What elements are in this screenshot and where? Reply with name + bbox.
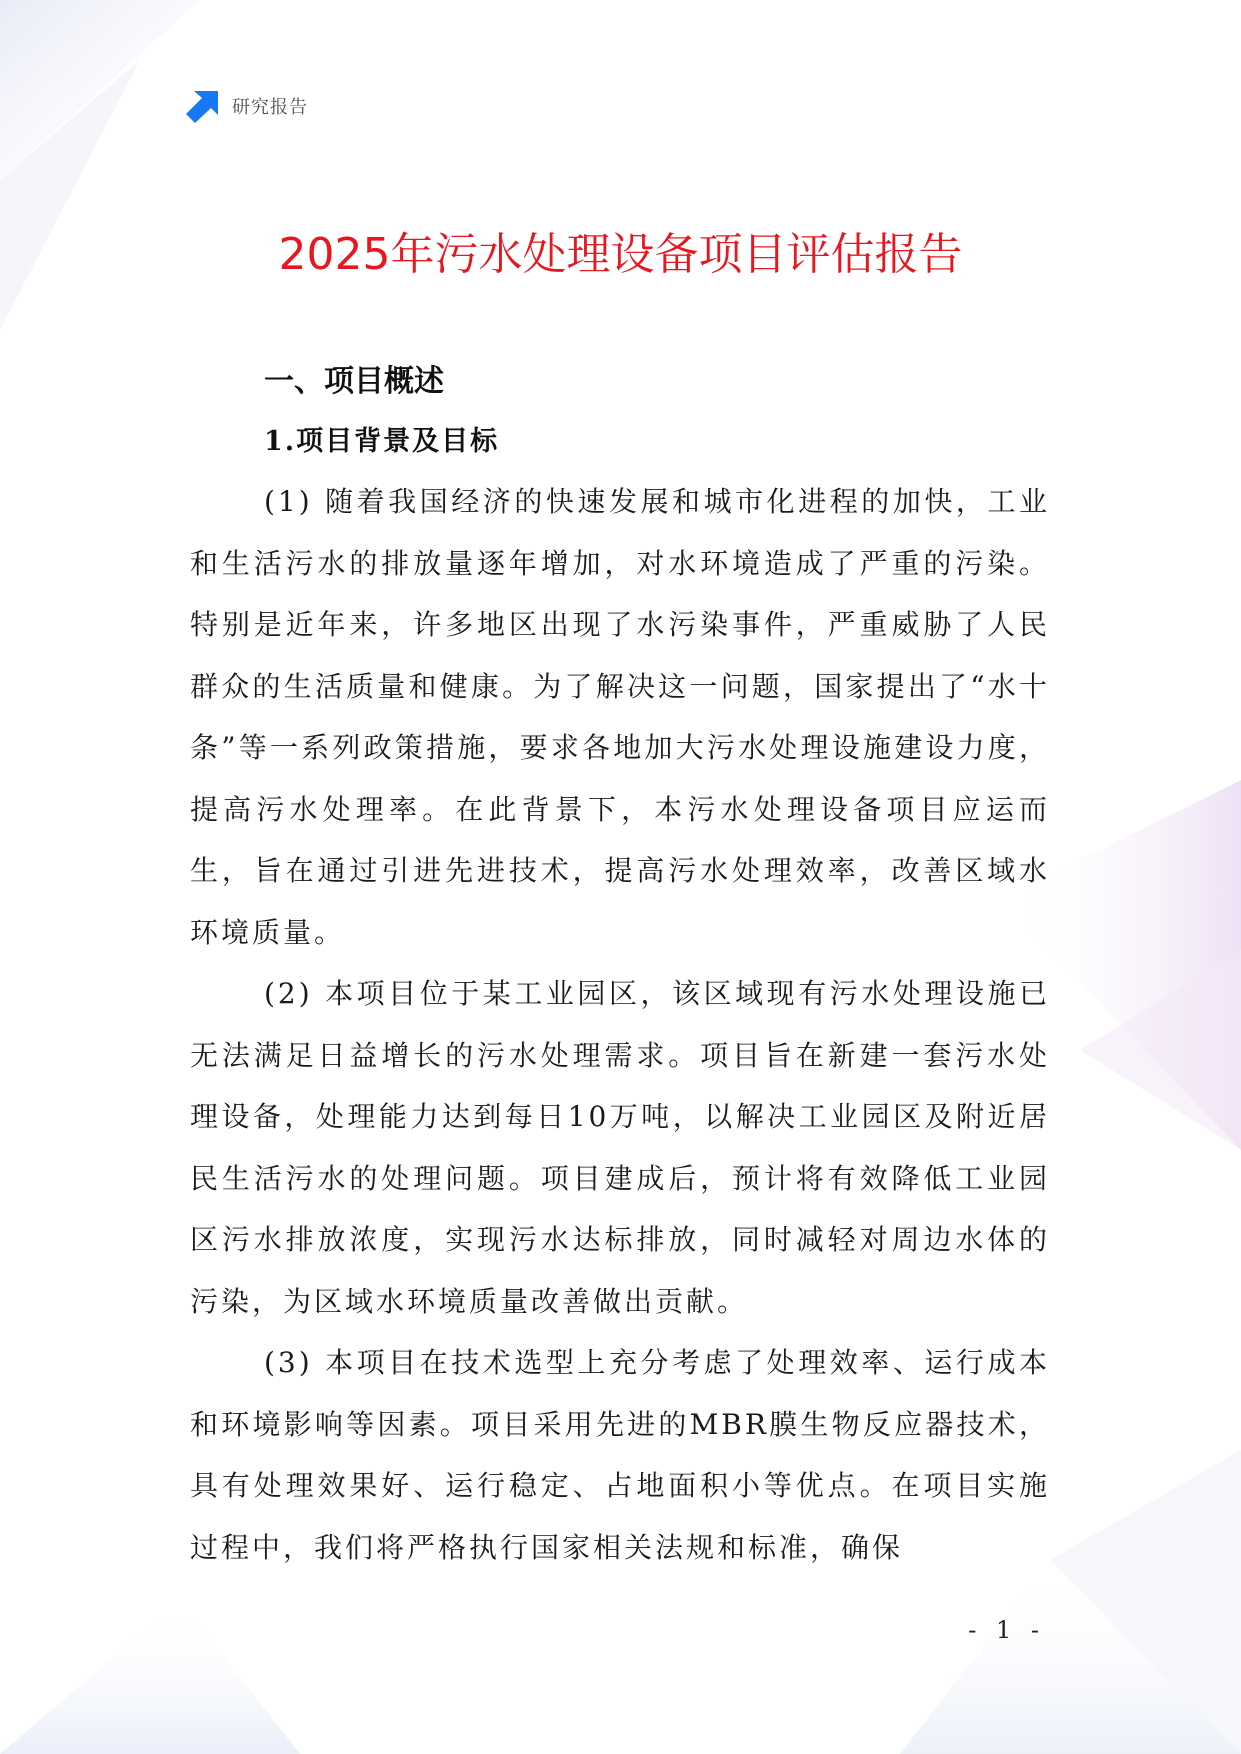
- document-title: 2025年污水处理设备项目评估报告: [278, 229, 963, 280]
- document-body: [190, 355, 1050, 1578]
- paragraph-3: (3) 本项目在技术选型上充分考虑了处理效率、运行成本和环境影响等因素。项目采用先进的MBR膜生物反应器技术，具有处理效果好、运行稳定、占地面积小等优点。在项目实施过程中，我们将严格执行国家相关法规和标准，确保: [190, 1346, 1050, 1564]
- paragraph-1: (1) 随着我国经济的快速发展和城市化进程的加快，工业和生活污水的排放量逐年增加，对水环境造成了严重的污染。特别是近年来，许多地区出现了水污染事件，严重威胁了人民群众的生活质量和健康。为了解决这一问题，国家提出了“水十条”等一系列政策措施，要求各地加大污水处理设施建设力度，提高污水处理率。在此背景下，本污水处理设备项目应运而生，旨在通过引进先进技术，提高污水处理效率，改善区域水环境质量。: [190, 485, 1050, 949]
- section-heading: 一、项目概述: [264, 364, 444, 399]
- subsection-heading: 1.项目背景及目标: [264, 426, 500, 457]
- page-number: - 1 -: [968, 1616, 1045, 1644]
- header-label: 研究报告: [232, 97, 308, 118]
- paragraph-2: (2) 本项目位于某工业园区，该区域现有污水处理设施已无法满足日益增长的污水处理需求。项目旨在新建一套污水处理设备，处理能力达到每日10万吨，以解决工业园区及附近居民生活污水的处理问题。项目建成后，预计将有效降低工业园区污水排放浓度，实现污水达标排放，同时减轻对周边水体的污染，为区域水环境质量改善做出贡献。: [190, 977, 1050, 1318]
- arrow-up-right-icon: [186, 89, 220, 123]
- header: [186, 88, 308, 124]
